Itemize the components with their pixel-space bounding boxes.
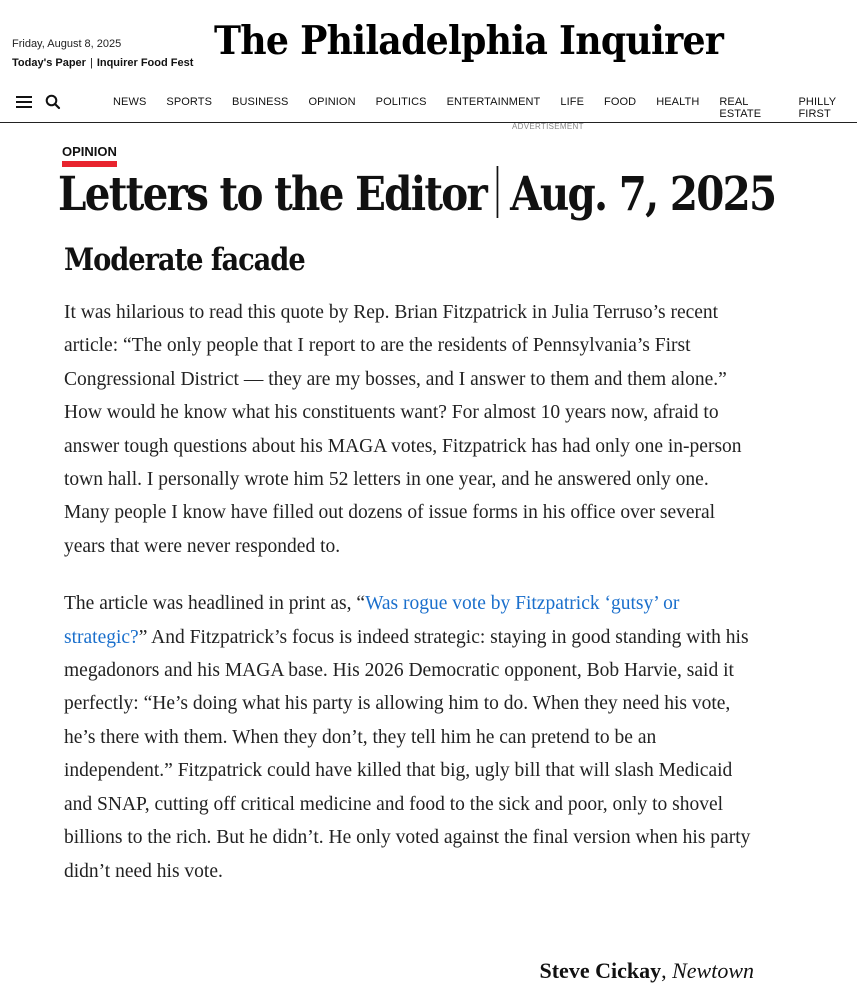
nav-item-philly-first[interactable]: PHILLY FIRST <box>798 96 836 120</box>
edition-date: Friday, August 8, 2025 <box>12 38 122 50</box>
related-article-link[interactable]: Was rogue vote by Fitzpatrick ‘gutsy’ or strategic? <box>64 593 680 648</box>
nav-item-sports[interactable]: SPORTS <box>166 96 213 108</box>
paragraph-2-text: ” And Fitzpatrick’s focus is indeed strategic: staying in good standing with his megadonors and his MAGA base. His 2026 Democratic opponent, Bob Harvie, said it perfectly: “He’s doing what his party is allowing him to do. When they need his vote, he’s there with them. When they don’t, they tell him he can pretend to be an independent.” Fitzpatrick could have killed that big, ugly bill that will slash Medicaid and SNAP, cutting off critical medicine and food to the sick and poor, only to shovel billions to the rich. But he didn’t. He only voted against the final version when his party didn’t need his vote. <box>64 626 751 882</box>
advertisement-label: ADVERTISEMENT <box>512 122 584 131</box>
article-body <box>64 296 754 912</box>
nav-links <box>113 96 857 120</box>
article-title <box>58 166 775 224</box>
site-logo[interactable]: The Philadelphia Inquirer <box>214 18 724 64</box>
menu-icon[interactable] <box>16 96 32 110</box>
paragraph-1: It was hilarious to read this quote by Rep. Brian Fitzpatrick in Julia Terruso’s recent article: “The only people that I report to are the residents of Pennsylvania’s First Congressional District — they are my bosses, and I answer to them and them alone.” How would he know what his constituents want? For almost 10 years now, afraid to answer tough questions about his MAGA votes, Fitzpatrick has had only one in-person town hall. I personally wrote him 52 letters in one year, and he answered only one. Many people I know have filled out dozens of issue forms in his office over several years that were never responded to. <box>64 302 742 557</box>
main-nav <box>0 84 857 123</box>
food-fest-link[interactable]: Inquirer Food Fest <box>96 57 194 69</box>
paragraph-2 <box>64 587 754 888</box>
nav-item-news[interactable]: NEWS <box>113 96 147 108</box>
nav-item-opinion[interactable]: OPINION <box>308 96 356 108</box>
quick-links-separator: | <box>89 57 93 69</box>
nav-item-real-estate[interactable]: REAL ESTATE <box>719 96 762 120</box>
nav-item-food[interactable]: FOOD <box>604 96 637 108</box>
quick-links <box>12 57 193 69</box>
title-date: Aug. 7, 2025 <box>510 167 776 222</box>
todays-paper-link[interactable]: Today's Paper <box>12 57 86 69</box>
letter-headline: Moderate facade <box>64 242 305 278</box>
letter-signature <box>540 958 755 984</box>
title-letters: Letters to the Editor <box>58 167 487 222</box>
title-divider <box>496 166 498 218</box>
author-name: Steve Cickay <box>539 958 662 983</box>
nav-item-health[interactable]: HEALTH <box>656 96 700 108</box>
paragraph-2-intro: The article was headlined in print as, “ <box>64 593 366 615</box>
nav-item-politics[interactable]: POLITICS <box>375 96 427 108</box>
search-icon[interactable] <box>44 93 62 111</box>
signature-comma: , <box>661 958 673 983</box>
nav-item-entertainment[interactable]: ENTERTAINMENT <box>446 96 541 108</box>
section-kicker[interactable]: OPINION <box>62 145 117 167</box>
nav-item-life[interactable]: LIFE <box>560 96 585 108</box>
nav-item-business[interactable]: BUSINESS <box>232 96 289 108</box>
author-town: Newtown <box>672 958 754 983</box>
